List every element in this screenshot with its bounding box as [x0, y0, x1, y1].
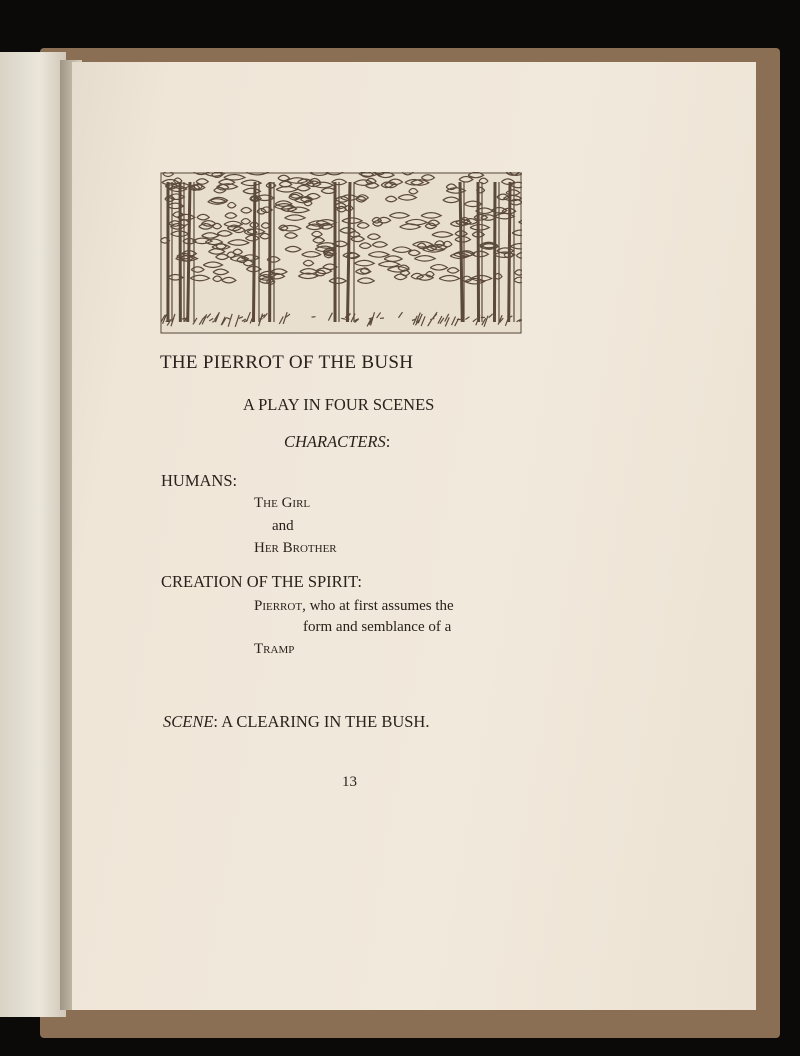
page-number: 13: [342, 774, 357, 790]
forest-woodcut-illustration: [160, 172, 522, 334]
character-pierrot: [254, 598, 454, 615]
scene-label: SCENE: [163, 712, 214, 731]
spirit-label: CREATION OF THE SPIRIT:: [161, 572, 363, 591]
woodcut-stroke: [345, 319, 349, 320]
left-page: [0, 52, 66, 1017]
play-subtitle: A PLAY IN FOUR SCENES: [243, 395, 435, 414]
pierrot-desc: , who at first assumes the: [302, 598, 454, 614]
pierrot-name: Pierrot: [254, 598, 303, 614]
characters-colon: :: [385, 432, 391, 451]
characters-heading: [284, 432, 390, 452]
woodcut-stroke: [478, 182, 479, 322]
woodcut-stroke: [341, 318, 345, 319]
character-and: and: [272, 518, 294, 534]
character-her-brother: Her Brother: [254, 540, 337, 556]
play-title: THE PIERROT OF THE BUSH: [160, 352, 414, 373]
character-tramp: Tramp: [254, 641, 295, 657]
woodcut-stroke: [494, 182, 495, 322]
pierrot-desc-line2: form and semblance of a: [303, 619, 452, 635]
scene-text: : A CLEARING IN THE BUSH.: [213, 712, 430, 731]
character-the-girl: The Girl: [254, 495, 311, 511]
scene-line: [163, 712, 429, 732]
humans-label: HUMANS:: [161, 471, 238, 490]
woodcut-stroke: [253, 182, 255, 322]
characters-heading-text: CHARACTERS: [284, 432, 386, 451]
